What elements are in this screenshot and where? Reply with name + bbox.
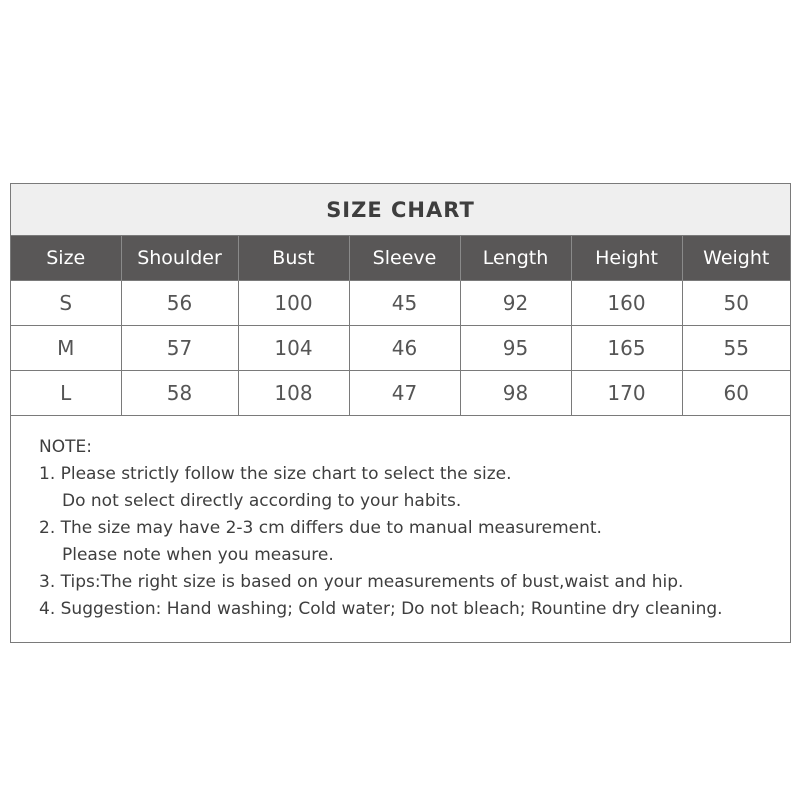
table-cell: 55 [682,326,790,371]
table-row [11,281,790,326]
header-bust: Bust [238,236,349,281]
table-cell: 58 [121,371,238,416]
header-size: Size [11,236,121,281]
table-header-row [11,236,790,281]
notes-section [11,416,790,623]
table-cell: 47 [349,371,460,416]
size-table [11,236,790,416]
table-cell: 165 [571,326,682,371]
table-row [11,371,790,416]
header-sleeve: Sleeve [349,236,460,281]
chart-title: SIZE CHART [11,184,790,236]
table-cell: 56 [121,281,238,326]
table-row [11,326,790,371]
table-cell: S [11,281,121,326]
note-item-continuation: Please note when you measure. [62,545,334,565]
table-cell: 45 [349,281,460,326]
table-cell: L [11,371,121,416]
table-cell: 100 [238,281,349,326]
header-length: Length [460,236,571,281]
size-chart-panel [10,183,791,643]
table-cell: 92 [460,281,571,326]
table-cell: 160 [571,281,682,326]
table-cell: 108 [238,371,349,416]
table-cell: 46 [349,326,460,371]
table-cell: 60 [682,371,790,416]
note-item: 2. The size may have 2-3 cm differs due to manual measurement. [39,518,602,538]
note-item: 3. Tips:The right size is based on your measurements of bust,waist and hip. [39,572,684,592]
header-weight: Weight [682,236,790,281]
table-cell: 170 [571,371,682,416]
table-cell: 95 [460,326,571,371]
header-shoulder: Shoulder [121,236,238,281]
table-cell: 104 [238,326,349,371]
table-cell: 98 [460,371,571,416]
note-item: 1. Please strictly follow the size chart to select the size. [39,464,512,484]
header-height: Height [571,236,682,281]
table-cell: 57 [121,326,238,371]
notes-heading: NOTE: [39,437,92,457]
note-item: 4. Suggestion: Hand washing; Cold water; Do not bleach; Rountine dry cleaning. [39,599,723,619]
note-item-continuation: Do not select directly according to your habits. [62,491,462,511]
table-cell: M [11,326,121,371]
table-cell: 50 [682,281,790,326]
